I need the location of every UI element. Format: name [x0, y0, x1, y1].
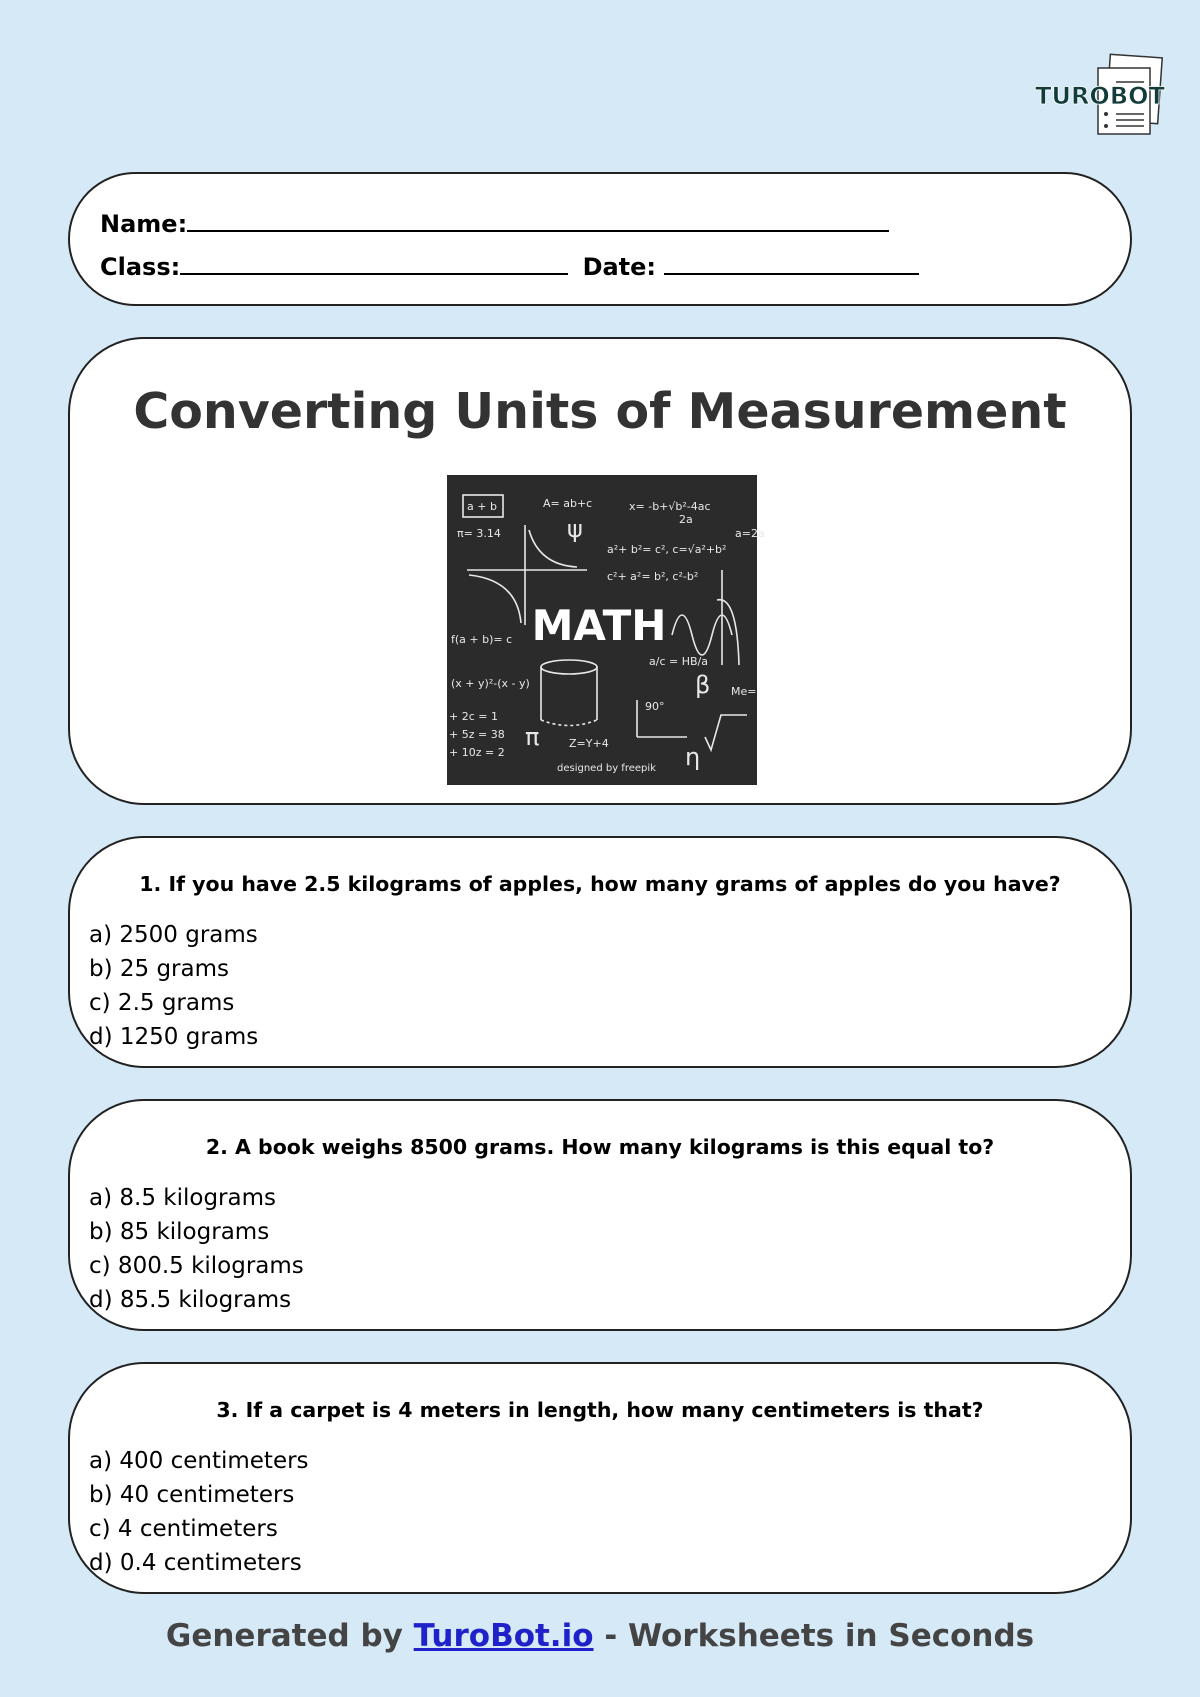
svg-text:+ 5z = 38: + 5z = 38: [449, 728, 505, 741]
answer-option-d[interactable]: d) 1250 grams: [89, 1024, 259, 1050]
question-card-2: [68, 1099, 1132, 1331]
svg-text:ψ: ψ: [567, 515, 583, 543]
logo-text: TUROBOT: [1035, 82, 1165, 110]
svg-text:a²+ b²= c², c=√a²+b²: a²+ b²= c², c=√a²+b²: [607, 543, 727, 556]
svg-text:2a: 2a: [679, 513, 693, 526]
answer-option-b[interactable]: b) 25 grams: [89, 956, 229, 982]
answer-option-b[interactable]: b) 85 kilograms: [89, 1219, 270, 1245]
svg-text:+ 2c = 1: + 2c = 1: [449, 710, 498, 723]
math-chalkboard-image: [447, 475, 765, 785]
svg-text:Z=Y+4: Z=Y+4: [569, 737, 609, 750]
answer-option-c[interactable]: c) 4 centimeters: [89, 1516, 278, 1542]
math-image-title: MATH: [531, 601, 667, 650]
name-line[interactable]: [187, 210, 889, 232]
footer: [0, 1618, 1200, 1654]
class-label: Class:: [100, 253, 181, 281]
svg-text:η: η: [685, 743, 701, 771]
svg-text:+ 10z = 2: + 10z = 2: [449, 746, 505, 759]
footer-prefix: Generated by: [165, 1618, 403, 1654]
svg-text:a + b: a + b: [467, 500, 497, 513]
question-text: 1. If you have 2.5 kilograms of apples, how many grams of apples do you have?: [139, 872, 1061, 896]
svg-text:A= ab+c: A= ab+c: [543, 497, 593, 510]
date-line[interactable]: [664, 253, 919, 275]
title-card: [68, 337, 1132, 805]
svg-text:Me=: Me=: [731, 685, 757, 698]
answer-option-a[interactable]: a) 8.5 kilograms: [89, 1185, 276, 1211]
svg-text:90°: 90°: [645, 700, 665, 713]
answer-option-d[interactable]: d) 0.4 centimeters: [89, 1550, 302, 1576]
student-info-card: [68, 172, 1132, 306]
turobot-logo: [1035, 52, 1166, 138]
svg-text:a=2a: a=2a: [735, 527, 765, 540]
class-line[interactable]: [180, 253, 568, 275]
svg-text:c²+ a²= b², c²-b²: c²+ a²= b², c²-b²: [607, 570, 699, 583]
question-card-1: [68, 836, 1132, 1068]
svg-text:π= 3.14: π= 3.14: [457, 527, 501, 540]
question-text: 2. A book weighs 8500 grams. How many kilograms is this equal to?: [205, 1135, 995, 1159]
answer-option-b[interactable]: b) 40 centimeters: [89, 1482, 295, 1508]
svg-text:designed by freepik: designed by freepik: [557, 763, 656, 774]
answer-option-a[interactable]: a) 400 centimeters: [89, 1448, 309, 1474]
svg-text:(x + y)²-(x - y): (x + y)²-(x - y): [451, 677, 530, 690]
date-label: Date:: [582, 253, 657, 281]
worksheet-title: Converting Units of Measurement: [133, 383, 1067, 440]
svg-text:f(a + b)= c: f(a + b)= c: [451, 633, 513, 646]
answer-options: [89, 1181, 304, 1317]
answer-option-a[interactable]: a) 2500 grams: [89, 922, 258, 948]
question-text: 3. If a carpet is 4 meters in length, how many centimeters is that?: [216, 1398, 984, 1422]
svg-text:β: β: [695, 671, 711, 699]
answer-option-d[interactable]: d) 85.5 kilograms: [89, 1287, 292, 1313]
name-label: Name:: [100, 210, 188, 238]
answer-options: [89, 1444, 309, 1580]
question-card-3: [68, 1362, 1132, 1594]
answer-options: [89, 918, 258, 1054]
svg-text:π: π: [525, 723, 540, 751]
footer-suffix: - Worksheets in Seconds: [604, 1618, 1035, 1654]
turobot-link[interactable]: TuroBot.io: [413, 1618, 594, 1654]
svg-text:a/c = HB/a: a/c = HB/a: [649, 655, 708, 668]
answer-option-c[interactable]: c) 2.5 grams: [89, 990, 235, 1016]
answer-option-c[interactable]: c) 800.5 kilograms: [89, 1253, 304, 1279]
svg-text:x= -b+√b²-4ac: x= -b+√b²-4ac: [629, 500, 711, 513]
